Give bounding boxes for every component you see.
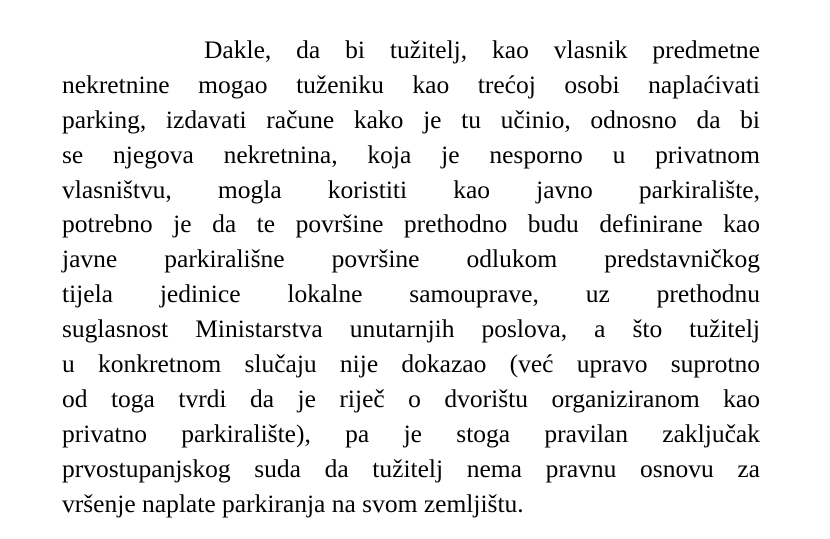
text-line-2: nekretnine mogao tuženiku kao trećoj osobi naplaćivati <box>62 69 760 99</box>
text-line-6: potrebno je da te površine prethodno budu definirane kao <box>62 209 760 239</box>
text-line-8: tijela jedinice lokalne samouprave, uz prethodnu <box>62 279 760 309</box>
body-paragraph <box>62 33 760 521</box>
text-line-13: prvostupanjskog suda da tužitelj nema pravnu osnovu za <box>62 453 760 483</box>
text-line-10: u konkretnom slučaju nije dokazao (već upravo suprotno <box>62 349 760 379</box>
text-line-12: privatno parkiralište), pa je stoga pravilan zaključak <box>62 418 760 448</box>
text-line-4: se njegova nekretnina, koja je nesporno u privatnom <box>62 139 760 169</box>
text-line-5: vlasništvu, mogla koristiti kao javno parkiralište, <box>62 174 760 204</box>
text-line-11: od toga tvrdi da je riječ o dvorištu organiziranom kao <box>62 383 760 413</box>
text-line-9: suglasnost Ministarstva unutarnjih poslova, a što tužitelj <box>62 314 760 344</box>
text-line-14: vršenje naplate parkiranja na svom zemljištu. <box>62 488 524 518</box>
text-line-3: parking, izdavati račune kako je tu učinio, odnosno da bi <box>62 104 760 134</box>
text-line-1: Dakle, da bi tužitelj, kao vlasnik predmetne <box>204 35 760 64</box>
text-line-7: javne parkirališne površine odlukom predstavničkog <box>62 244 760 274</box>
